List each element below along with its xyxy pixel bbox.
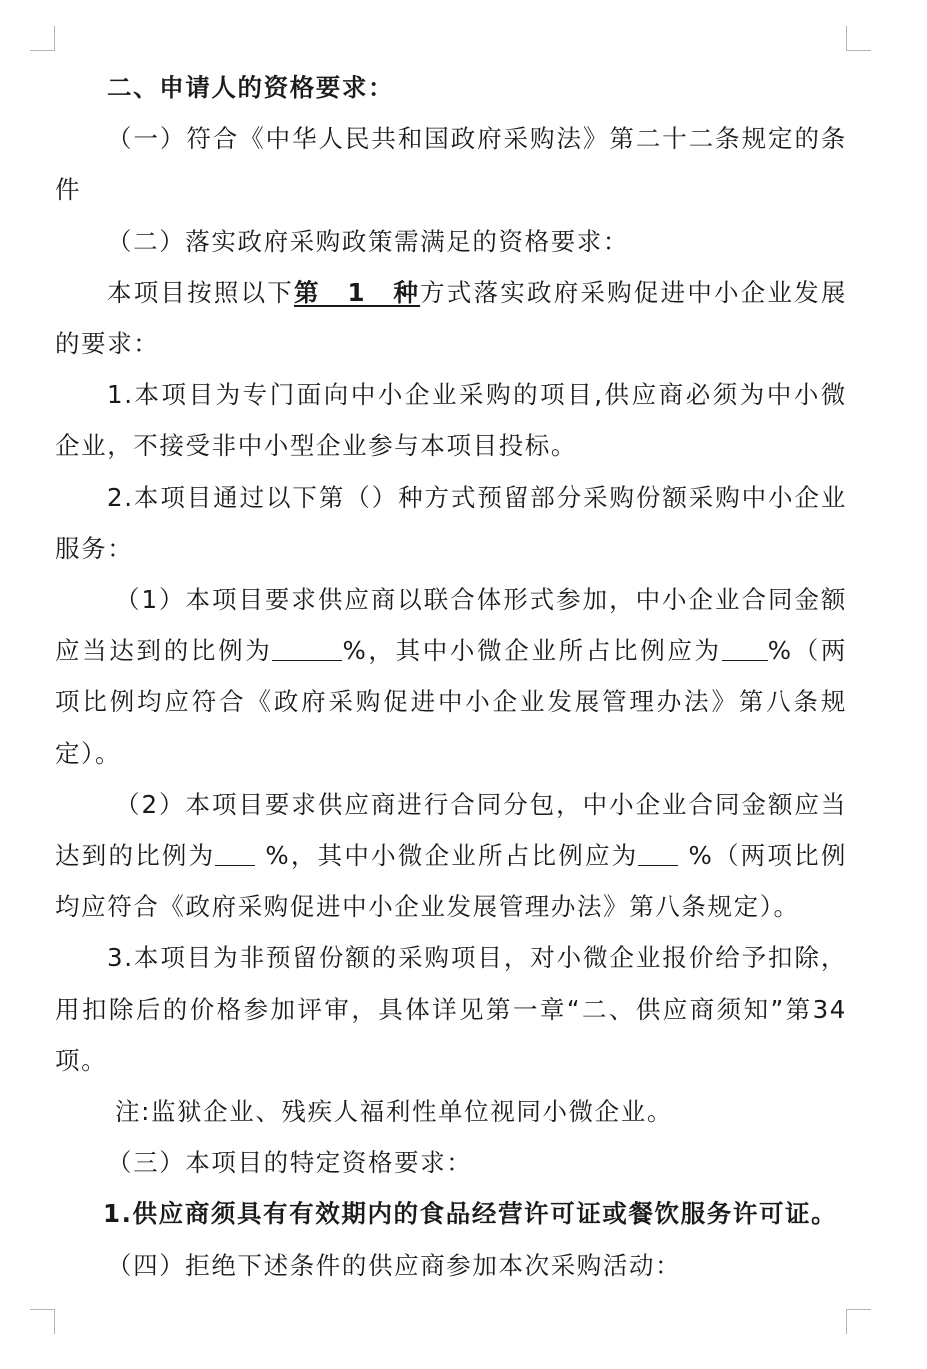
subcontract-text-c: %（两项比例均应符合《政府采购促进中小企业发展管理办法》第八条规定）。: [55, 841, 847, 922]
paragraph-requirement-2: （二）落实政府采购政策需满足的资格要求：: [107, 226, 629, 256]
corner-mark-top-right: [846, 26, 871, 51]
paragraph-price-deduction: 3.本项目为非预留份额的采购项目，对小微企业报价给予扣除，用扣除后的价格参加评审，具体详见第一章“二、供应商须知”第34项。: [55, 943, 847, 1075]
corner-mark-bottom-left: [30, 1309, 55, 1334]
paragraph-subcontract: [55, 779, 847, 933]
consortium-ratio-blank: [272, 638, 342, 661]
paragraph-sme-reserved: 2.本项目通过以下第（）种方式预留部分采购份额采购中小企业服务：: [55, 482, 847, 563]
document-body: [55, 62, 847, 1291]
consortium-text-a: （1）本项目要求供应商以联合体形式参加，中小企业合同金额应当达到的比例为: [55, 585, 847, 666]
paragraph-consortium: [55, 574, 847, 779]
sme-policy-suffix: 方式落实政府采购促进中小企业发展的要求：: [55, 277, 847, 359]
sme-policy-method-number: 第 1 种: [294, 277, 421, 307]
corner-mark-top-left: [30, 26, 55, 51]
paragraph-food-license: 1.供应商须具有有效期内的食品经营许可证或餐饮服务许可证。: [103, 1199, 838, 1229]
paragraph-requirement-4: （四）拒绝下述条件的供应商参加本次采购活动：: [107, 1250, 682, 1280]
corner-mark-bottom-right: [846, 1309, 871, 1334]
section-heading: 二、申请人的资格要求：: [107, 73, 395, 102]
paragraph-sme-dedicated: 1.本项目为专门面向中小企业采购的项目,供应商必须为中小微企业，不接受非中小型企业参与本项目投标。: [55, 380, 847, 461]
subcontract-text-a: （2）本项目要求供应商进行合同分包，中小企业合同金额应当达到的比例为: [55, 789, 847, 871]
consortium-text-b: %，其中小微企业所占比例应为: [342, 636, 722, 666]
subcontract-text-b: %，其中小微企业所占比例应为: [255, 841, 639, 871]
consortium-text-c: %（两项比例均应符合《政府采购促进中小企业发展管理办法》第八条规定）。: [55, 636, 847, 768]
subcontract-ratio-blank: [215, 843, 255, 866]
paragraph-sme-policy: [55, 267, 847, 369]
paragraph-requirement-1: （一）符合《中华人民共和国政府采购法》第二十二条规定的条件: [55, 124, 847, 205]
subcontract-micro-ratio-blank: [638, 843, 678, 866]
consortium-micro-ratio-blank: [722, 638, 768, 661]
paragraph-note: 注:监狱企业、残疾人福利性单位视同小微企业。: [115, 1097, 673, 1127]
sme-policy-prefix: 本项目按照以下: [107, 277, 295, 307]
paragraph-requirement-3: （三）本项目的特定资格要求：: [107, 1148, 473, 1178]
